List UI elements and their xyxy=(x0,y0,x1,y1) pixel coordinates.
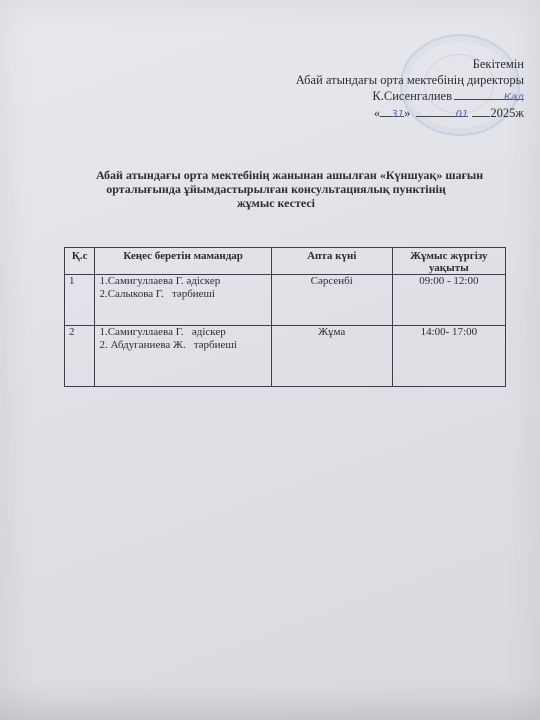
row-work-time: 14:00- 17:00 xyxy=(392,326,505,387)
specialist-2: 2.Салыкова Г. тәрбиеші xyxy=(99,288,216,300)
director-title: Абай атындағы орта мектебінің директоры xyxy=(295,73,524,87)
schedule-table xyxy=(64,247,506,387)
approval-heading: Бекітемін xyxy=(472,57,524,71)
row-weekday: Сәрсенбі xyxy=(271,275,392,326)
row-weekday: Жұма xyxy=(271,326,392,387)
approval-block xyxy=(204,56,524,121)
row-number: 2 xyxy=(65,326,95,387)
row-number: 1 xyxy=(65,275,95,326)
row-specialists xyxy=(95,275,271,326)
director-name-line xyxy=(204,88,524,104)
table-header-row xyxy=(65,248,506,275)
table-row xyxy=(65,275,506,326)
signature-line xyxy=(454,88,524,103)
specialist-1: 1.Самигуллаева Г. әдіскер xyxy=(99,275,221,287)
specialist-1: 1.Самигуллаева Г. әдіскер xyxy=(99,326,226,338)
header-specialists: Кеңес беретін мамандар xyxy=(95,248,271,275)
title-line-3: жұмыс кестесі xyxy=(236,196,315,210)
table-row xyxy=(65,326,506,387)
date-year: 2025ж xyxy=(490,106,524,120)
title-line-2: орталығында ұйымдастырылған консультациялық пунктінің xyxy=(106,182,446,196)
header-number: Қ.с xyxy=(65,248,95,275)
title-line-1: Абай атындағы орта мектебінің жанынан ашылған «Күншуақ» шағын xyxy=(96,168,484,182)
signature: Кад xyxy=(503,92,524,103)
date-day: 31 xyxy=(391,109,405,120)
document-title xyxy=(96,168,484,210)
approval-date: « 31» 01 2025ж xyxy=(373,106,524,120)
row-work-time: 09:00 - 12:00 xyxy=(392,275,505,326)
header-work-time: Жұмыс жүргізу уақыты xyxy=(392,248,505,275)
row-specialists xyxy=(95,326,271,387)
header-weekday: Апта күні xyxy=(271,248,392,275)
director-name: К.Сисенгалиев xyxy=(372,89,452,103)
specialist-2: 2. Абдуганиева Ж. тәрбиеші xyxy=(99,339,237,351)
date-month: 01 xyxy=(455,109,469,120)
